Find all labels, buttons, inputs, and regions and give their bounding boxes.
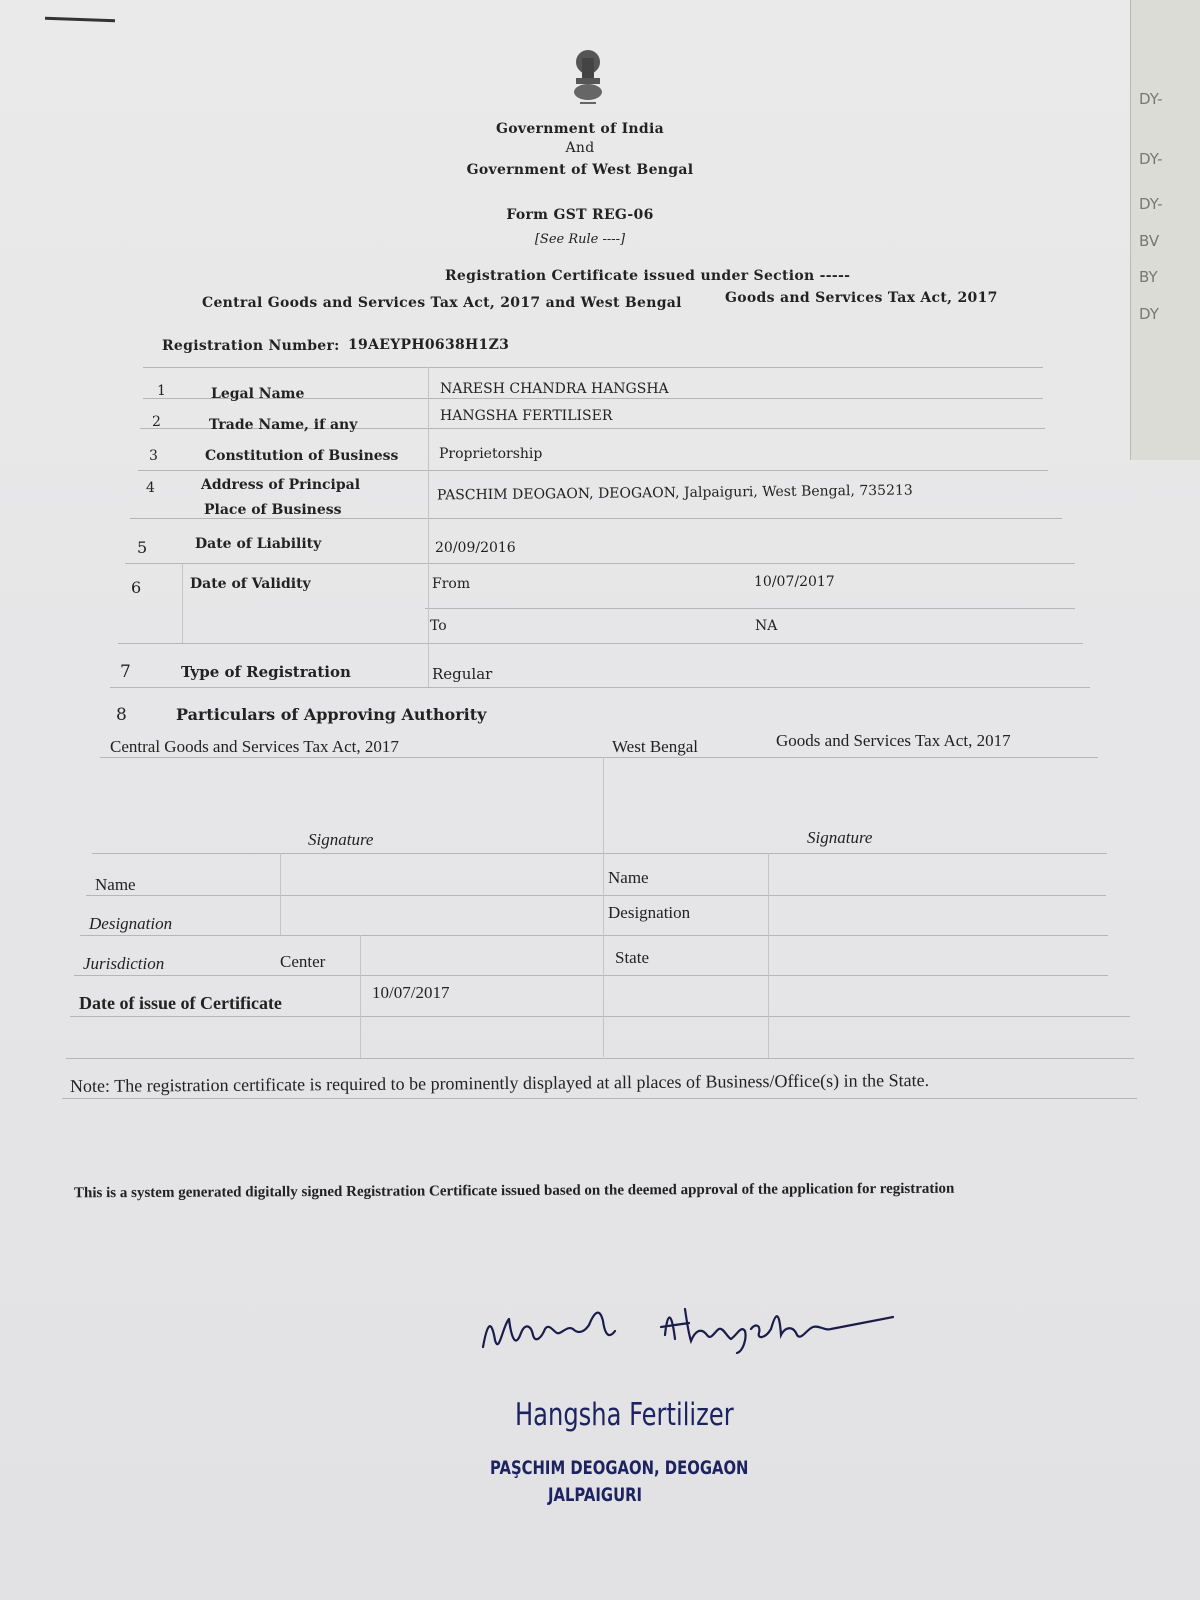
side-mark: DY- [1139,195,1163,213]
jurisdiction-center: Center [280,952,326,971]
constitution-value: Proprietorship [439,446,543,462]
row-number: 5 [137,538,148,557]
row-number: 8 [116,705,127,725]
address-label-line2: Place of Business [204,502,342,518]
act-right: Goods and Services Tax Act, 2017 [725,290,998,306]
type-of-registration-value: Regular [432,665,493,683]
jurisdiction-state: State [615,948,649,967]
validity-to-value: NA [755,618,778,634]
side-mark: DY [1139,305,1159,323]
side-mark: DY- [1139,150,1163,168]
authority-state: West Bengal [612,737,698,756]
date-of-issue-label: Date of issue of Certificate [79,993,282,1013]
signature-right-label: Signature [807,828,873,847]
act-left: Central Goods and Services Tax Act, 2017 and West Bengal [202,295,682,311]
legal-name-label: Legal Name [211,386,305,402]
designation-left-label: Designation [89,914,173,933]
underlying-paper-edge [1130,0,1200,460]
authority-central-act: Central Goods and Services Tax Act, 2017 [110,737,399,756]
name-left-label: Name [95,875,136,894]
date-of-issue-value: 10/07/2017 [372,983,450,1002]
row-number: 7 [120,662,131,682]
side-mark: BV [1139,232,1160,250]
stamp-firm-name: Hangsha Fertilizer [515,1397,734,1433]
date-of-validity-label: Date of Validity [190,576,311,592]
rule-reference: [See Rule ----] [534,232,626,247]
address-label: Address of Principal [201,477,361,493]
designation-right-label: Designation [608,903,691,922]
header-and: And [565,140,595,156]
system-generated-note: This is a system generated digitally signed Registration Certificate issued based on the deemed approval of the application for registration [73,1180,955,1202]
row-number: 2 [152,414,161,430]
validity-from-value: 10/07/2017 [754,574,835,590]
side-mark: DY- [1139,90,1163,108]
display-note: Note: The registration certificate is required to be prominently displayed at all places of Business/Office(s) in the State. [69,1070,930,1096]
handwritten-signature [475,1295,895,1365]
validity-from-label: From [432,576,471,592]
national-emblem-icon [568,48,608,110]
validity-to-label: To [430,618,447,634]
name-right-label: Name [608,868,649,887]
row-number: 6 [131,578,142,597]
legal-name-value: NARESH CHANDRA HANGSHA [440,381,669,397]
trade-name-value: HANGSHA FERTILISER [440,408,613,424]
date-of-liability-value: 20/09/2016 [435,540,516,556]
row-number: 1 [157,383,166,399]
certificate-issued-under: Registration Certificate issued under Section ----- [445,268,851,284]
type-of-registration-label: Type of Registration [181,663,351,681]
address-value: PASCHIM DEOGAON, DEOGAON, Jalpaiguri, West Bengal, 735213 [436,482,913,504]
registration-number: 19AEYPH0638H1Z3 [348,337,510,353]
trade-name-label: Trade Name, if any [209,417,358,433]
side-mark: BY [1139,268,1158,286]
date-of-liability-label: Date of Liability [195,536,322,552]
jurisdiction-label: Jurisdiction [83,954,165,973]
row-number: 3 [149,448,158,464]
stamp-address-line1: PAŞCHIM DEOGAON, DEOGAON [490,1457,749,1479]
constitution-label: Constitution of Business [205,448,399,464]
registration-label: Registration Number: [162,338,340,354]
approving-authority-label: Particulars of Approving Authority [176,705,487,724]
header-government-west-bengal: Government of West Bengal [466,162,694,178]
authority-state-act: Goods and Services Tax Act, 2017 [776,731,1011,750]
form-title: Form GST REG-06 [506,207,654,223]
stamp-address-line2: JALPAIGURI [548,1484,643,1506]
row-number: 4 [146,480,155,496]
signature-left-label: Signature [308,830,374,849]
pen-mark [45,17,115,22]
header-government-india: Government of India [496,121,664,137]
